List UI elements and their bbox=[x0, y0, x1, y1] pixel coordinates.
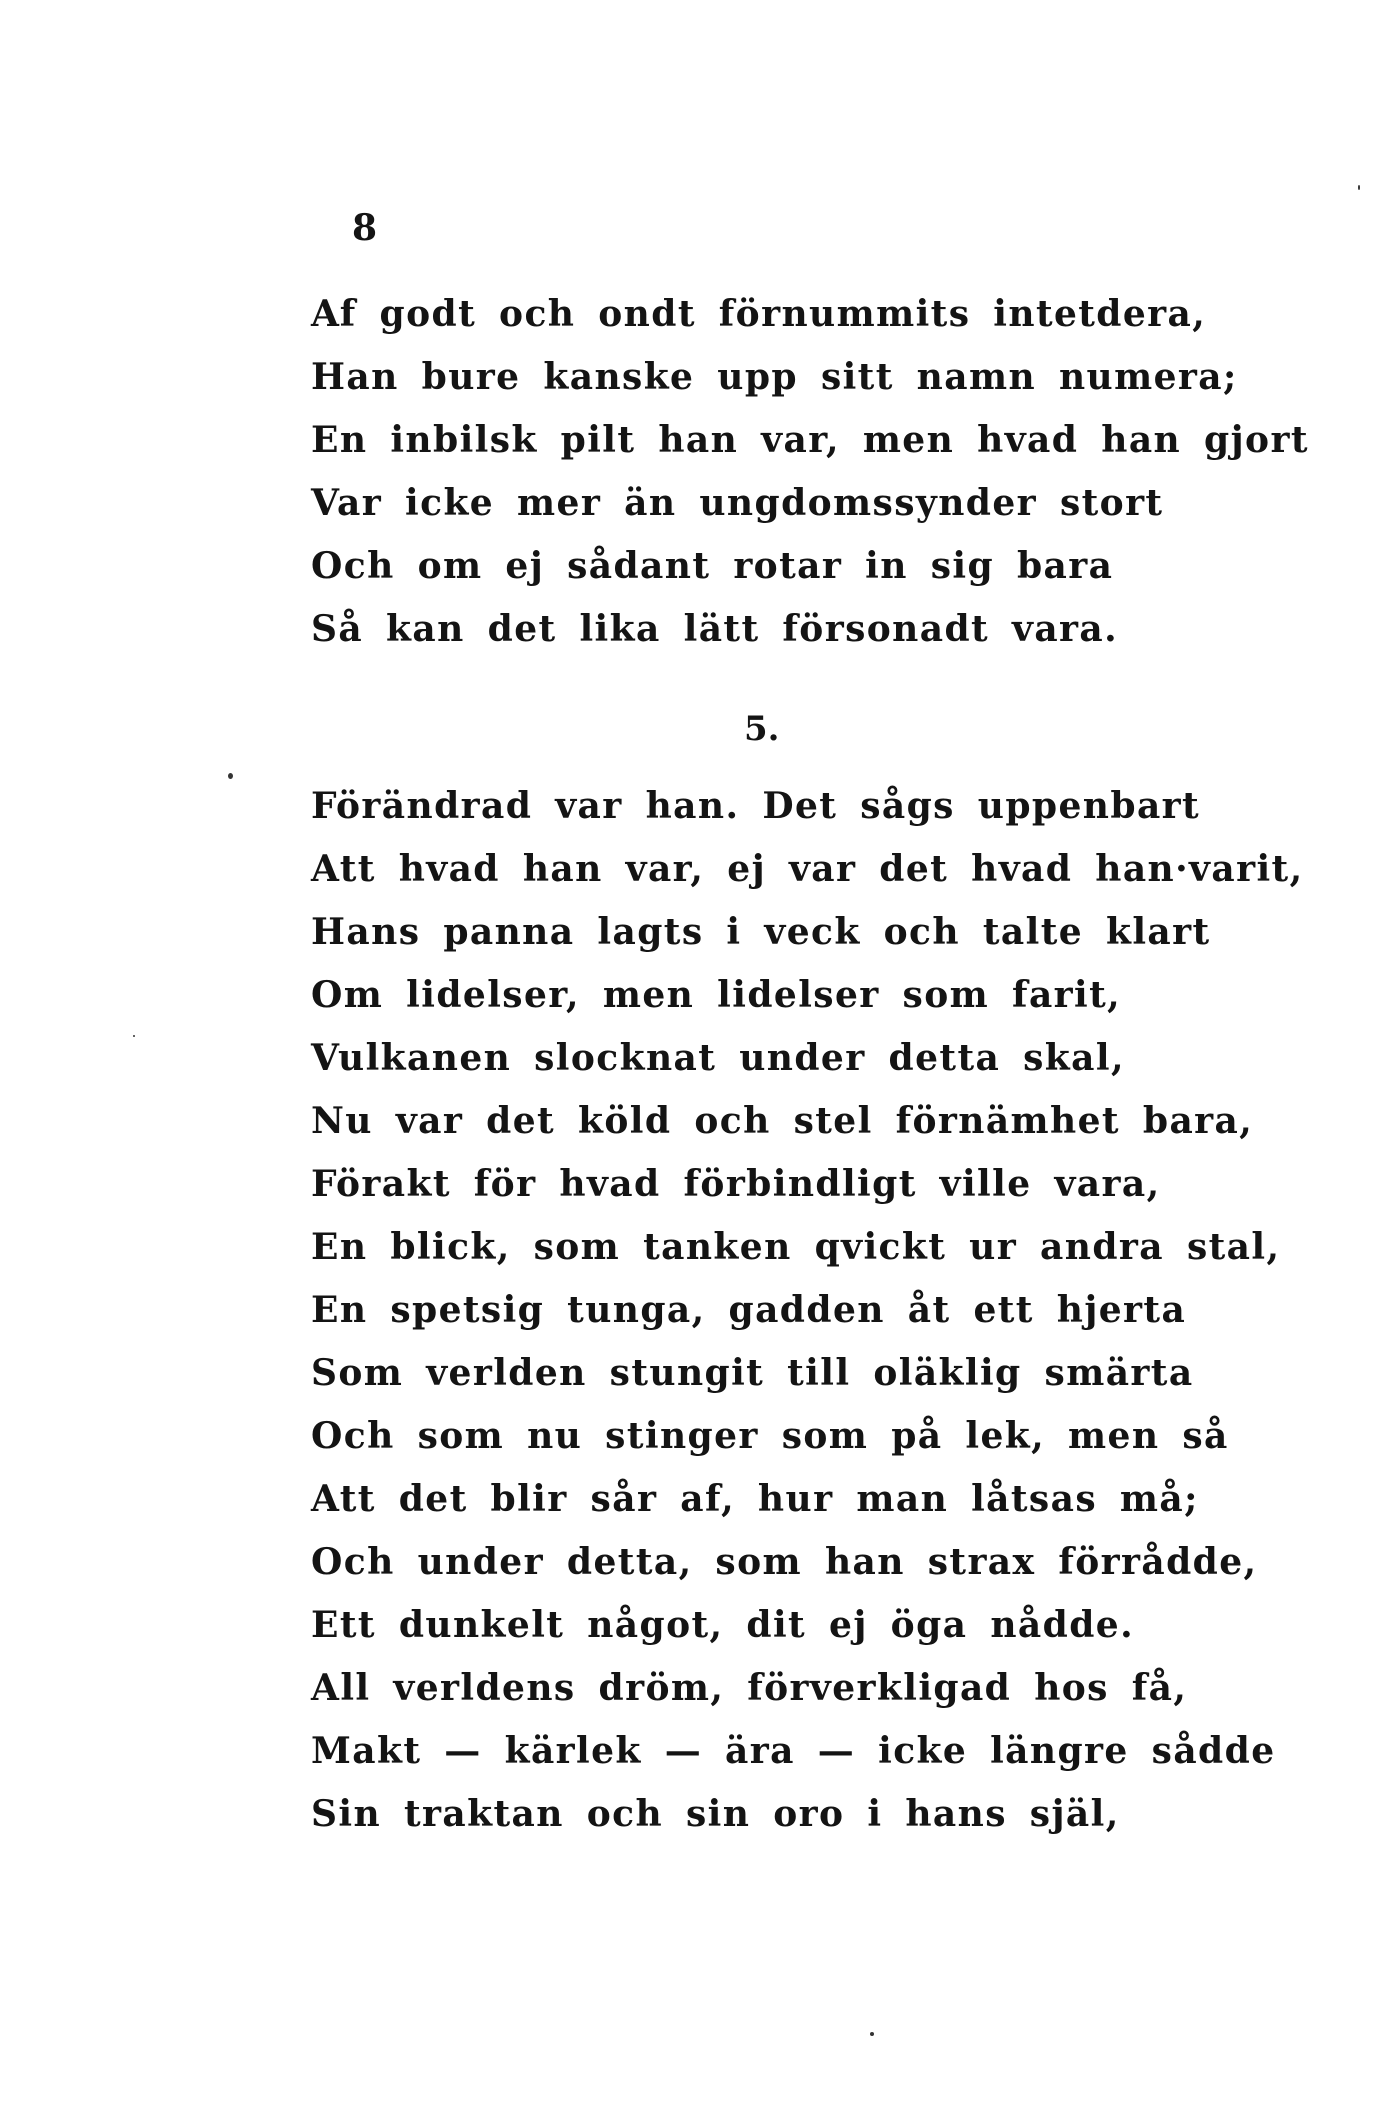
verse-line: Så kan det lika lätt försonadt vara. bbox=[311, 608, 1119, 650]
stanza-1 bbox=[311, 283, 1309, 661]
scan-speck bbox=[1358, 185, 1360, 190]
section-number: 5. bbox=[744, 709, 780, 749]
scan-speck bbox=[870, 2032, 874, 2036]
scan-speck bbox=[133, 1035, 135, 1037]
stanza-2 bbox=[311, 775, 1304, 1846]
verse-line: Han bure kanske upp sitt namn numera; bbox=[311, 356, 1238, 398]
verse-line: Ett dunkelt något, dit ej öga nådde. bbox=[311, 1604, 1135, 1646]
verse-line: Och om ej sådant rotar in sig bara bbox=[311, 545, 1114, 587]
verse-line: Och under detta, som han strax förrådde, bbox=[311, 1541, 1258, 1583]
verse-line: Hans panna lagts i veck och talte klart bbox=[311, 911, 1211, 953]
verse-line: Att det blir sår af, hur man låtsas må; bbox=[311, 1478, 1199, 1520]
verse-line: Var icke mer än ungdomssynder stort bbox=[311, 482, 1164, 524]
scan-speck bbox=[228, 773, 233, 779]
verse-line: En blick, som tanken qvickt ur andra stal, bbox=[311, 1226, 1281, 1268]
page-number: 8 bbox=[352, 207, 378, 249]
verse-line: Som verlden stungit till oläklig smärta bbox=[311, 1352, 1194, 1394]
verse-line: En inbilsk pilt han var, men hvad han gjort bbox=[311, 419, 1309, 461]
verse-line: Att hvad han var, ej var det hvad han·varit, bbox=[311, 848, 1304, 890]
verse-line: Af godt och ondt förnummits intetdera, bbox=[311, 293, 1207, 335]
verse-line: All verldens dröm, förverkligad hos få, bbox=[311, 1667, 1188, 1709]
verse-line: Förändrad var han. Det sågs uppenbart bbox=[311, 785, 1201, 827]
verse-line: En spetsig tunga, gadden åt ett hjerta bbox=[311, 1289, 1187, 1331]
verse-line: Och som nu stinger som på lek, men så bbox=[311, 1415, 1229, 1457]
verse-line: Makt — kärlek — ära — icke längre sådde bbox=[311, 1730, 1276, 1772]
verse-line: Vulkanen slocknat under detta skal, bbox=[311, 1037, 1125, 1079]
verse-line: Om lidelser, men lidelser som farit, bbox=[311, 974, 1122, 1016]
verse-line: Nu var det köld och stel förnämhet bara, bbox=[311, 1100, 1254, 1142]
verse-line: Förakt för hvad förbindligt ville vara, bbox=[311, 1163, 1161, 1205]
verse-line: Sin traktan och sin oro i hans själ, bbox=[311, 1793, 1120, 1835]
